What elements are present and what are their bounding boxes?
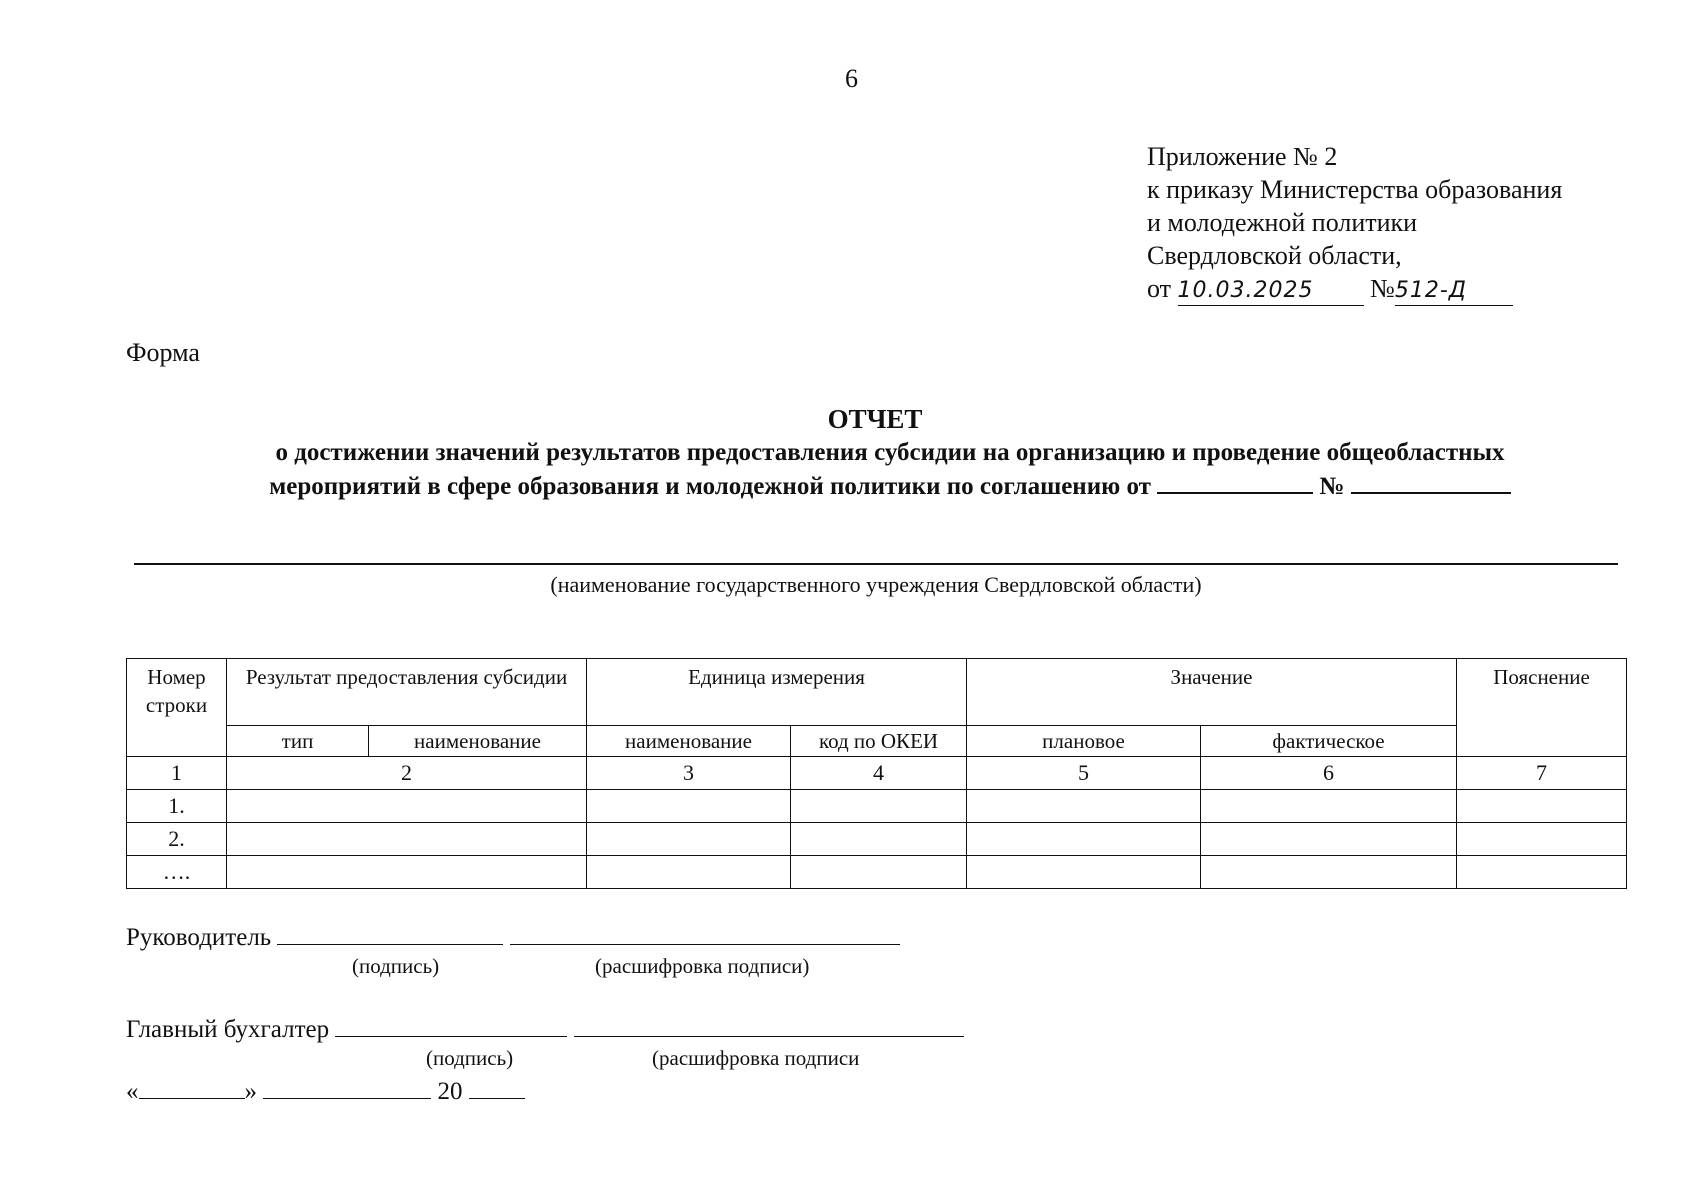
cell-explanation	[1457, 823, 1627, 856]
accountant-signature-line	[126, 1012, 964, 1044]
appendix-date-field	[1178, 275, 1364, 306]
appendix-number-field	[1395, 275, 1513, 306]
header-unit: Единица измерения	[587, 659, 967, 726]
date-year-blank	[469, 1074, 525, 1099]
cell-actual	[1201, 790, 1457, 823]
header-explanation: Пояснение	[1457, 659, 1627, 757]
head-sign-caption: (подпись)	[352, 954, 440, 978]
appendix-number-value: 512-Д	[1394, 278, 1467, 303]
date-month-blank	[263, 1074, 431, 1099]
header-result-type: тип	[227, 726, 369, 757]
cell-unit-name	[587, 790, 791, 823]
column-numbers-row	[127, 757, 1627, 790]
report-subtitle-line-2-text: мероприятий в сфере образования и молодежной политики по соглашению от	[269, 473, 1151, 500]
cell-result	[227, 823, 587, 856]
cell-unit-name	[587, 856, 791, 889]
column-number: 1	[127, 757, 227, 790]
appendix-block	[1147, 140, 1562, 306]
table-row	[127, 823, 1627, 856]
date-close-quote: »	[244, 1078, 257, 1105]
accountant-sign-blank	[335, 1012, 567, 1037]
report-title: ОТЧЕТ	[827, 404, 923, 434]
report-subtitle	[150, 437, 1630, 502]
org-name-caption: (наименование государственного учреждения Свердловской области)	[550, 572, 1202, 597]
column-number: 6	[1201, 757, 1457, 790]
cell-planned	[967, 856, 1201, 889]
appendix-date-line	[1147, 272, 1562, 306]
cell-unit-code	[791, 823, 967, 856]
sign-date-line	[126, 1074, 525, 1106]
appendix-line-3: и молодежной политики	[1147, 208, 1418, 237]
head-decode-caption: (расшифровка подписи)	[595, 954, 810, 978]
accountant-label: Главный бухгалтер	[126, 1016, 330, 1043]
accountant-decode-blank	[574, 1012, 964, 1037]
form-label: Форма	[126, 338, 200, 367]
report-table	[126, 658, 1627, 889]
table-row	[127, 790, 1627, 823]
agreement-number-sign: №	[1319, 473, 1345, 500]
accountant-decode-caption: (расшифровка подписи	[652, 1046, 860, 1070]
row-index: 1.	[127, 790, 227, 823]
column-number: 5	[967, 757, 1201, 790]
header-value-planned: плановое	[967, 726, 1201, 757]
header-result: Результат предоставления субсидии	[227, 659, 587, 726]
org-name-line	[134, 563, 1618, 565]
appendix-line-4: Свердловской области,	[1147, 241, 1402, 270]
header-result-name: наименование	[369, 726, 587, 757]
appendix-date-value: 10.03.2025	[1177, 278, 1314, 303]
table-row	[127, 856, 1627, 889]
accountant-sign-caption: (подпись)	[426, 1046, 514, 1070]
report-subtitle-line-2	[150, 468, 1630, 502]
cell-planned	[967, 790, 1201, 823]
cell-result	[227, 856, 587, 889]
row-index: 2.	[127, 823, 227, 856]
head-signature-line	[126, 920, 900, 952]
appendix-number-prefix: №	[1370, 274, 1395, 303]
row-index: ….	[127, 856, 227, 889]
cell-result	[227, 790, 587, 823]
head-label: Руководитель	[126, 924, 272, 951]
column-number: 4	[791, 757, 967, 790]
column-number: 7	[1457, 757, 1627, 790]
header-value-actual: фактическое	[1201, 726, 1457, 757]
cell-actual	[1201, 856, 1457, 889]
report-subtitle-line-1: о достижении значений результатов предоставления субсидии на организацию и проведение общеобластных	[275, 439, 1505, 466]
agreement-date-blank	[1157, 468, 1313, 494]
page-number: 6	[845, 64, 858, 93]
cell-explanation	[1457, 856, 1627, 889]
date-day-blank	[139, 1074, 245, 1099]
date-year-prefix: 20	[437, 1078, 463, 1105]
head-sign-blank	[277, 920, 503, 945]
header-unit-name: наименование	[587, 726, 791, 757]
date-open-quote: «	[126, 1078, 139, 1105]
cell-actual	[1201, 823, 1457, 856]
column-number: 3	[587, 757, 791, 790]
cell-planned	[967, 823, 1201, 856]
appendix-line-1: Приложение № 2	[1147, 142, 1338, 171]
cell-explanation	[1457, 790, 1627, 823]
appendix-date-prefix: от	[1147, 274, 1172, 303]
agreement-number-blank	[1351, 468, 1511, 494]
header-value: Значение	[967, 659, 1457, 726]
cell-unit-code	[791, 856, 967, 889]
cell-unit-code	[791, 790, 967, 823]
cell-unit-name	[587, 823, 791, 856]
header-row-number: Номер строки	[127, 659, 227, 757]
column-number: 2	[227, 757, 587, 790]
head-decode-blank	[510, 920, 900, 945]
appendix-line-2: к приказу Министерства образования	[1147, 175, 1563, 204]
header-unit-code: код по ОКЕИ	[791, 726, 967, 757]
